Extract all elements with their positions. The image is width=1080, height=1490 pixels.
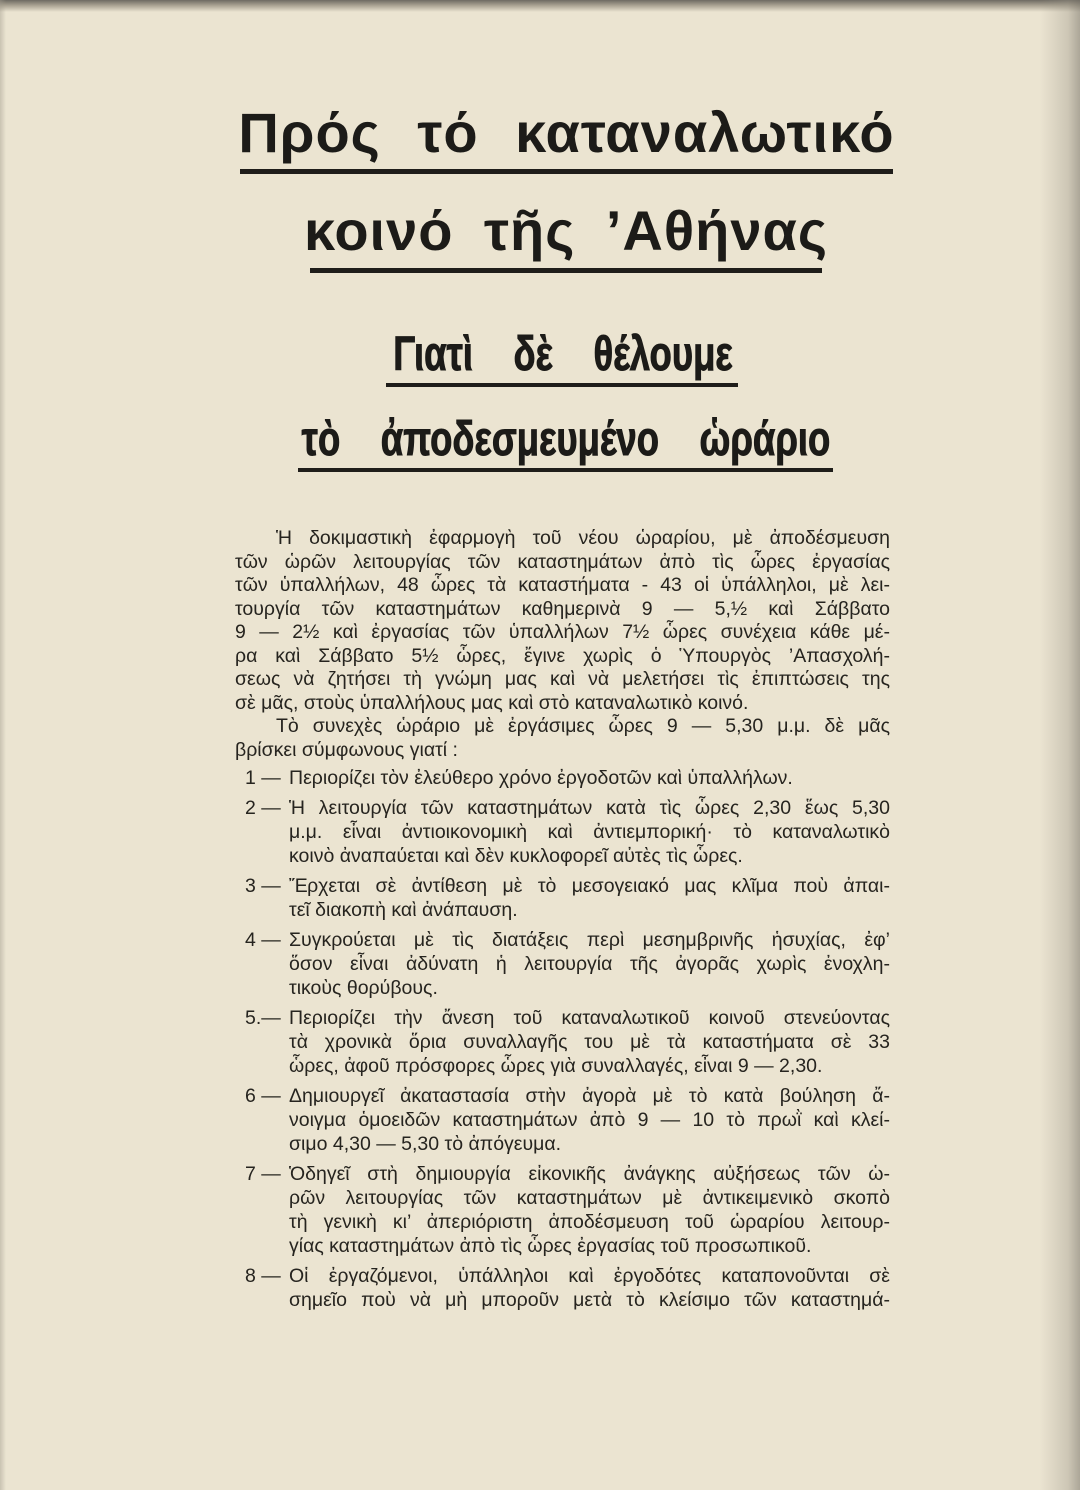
page-title (240, 101, 893, 165)
text-line: σὲ μᾶς, στοὺς ὑπαλλήλους μας καὶ στὸ καταναλωτικὸ κοινό. (235, 691, 749, 714)
text-line: τῶν ὑπαλλήλων, 48 ὧρες τὰ καταστήματα - 43 οἱ ὑπάλληλοι, μὲ λει- (235, 574, 890, 596)
text-line: τῶν ὡρῶν λειτουργίας τῶν καταστημάτων ἀπὸ τὶς ὧρες ἐργασίας (235, 550, 890, 573)
reason-text-line: ὅσον εἶναι ἀδύνατη ἡ λειτουργία τῆς ἀγορᾶς χωρὶς ἐνοχλη- (289, 953, 890, 975)
text-line: ρα καὶ Σάββατο 5½ ὧρες, ἔγινε χωρὶς ὁ Ὑπουργὸς ’Απασχολή- (235, 644, 890, 667)
reason-item (235, 928, 890, 1000)
reason-number: 6 — (245, 1085, 281, 1107)
text-line: Ἡ δοκιμαστικὴ ἐφαρμογὴ τοῦ νέου ὡραρίου, μὲ ἀποδέσμευση (276, 527, 890, 549)
page-title-2 (303, 199, 829, 263)
reason-text-line: τὴ γενικὴ κι’ ἀπεριόριστη ἀποδέσμευση τοῦ ὡραρίου λειτουρ- (289, 1211, 890, 1233)
reason-item (235, 1006, 890, 1078)
reason-text-line: τὰ χρονικὰ ὅρια συναλλαγῆς του μὲ τὰ καταστήματα σὲ 33 (289, 1031, 890, 1053)
text-line: Τὸ συνεχὲς ὡράριο μὲ ἐργάσιμες ὧρες 9 — 5,30 μ.μ. δὲ μᾶς (276, 715, 890, 737)
reason-item (235, 1084, 890, 1156)
text-line: 9 — 2½ καὶ ἐργασίας τῶν ὑπαλλήλων 7½ ὧρες συνέχεια κάθε μέ- (235, 621, 890, 643)
reason-number: 1 — (245, 767, 281, 789)
reason-text-line: κοινὸ ἀναπαύεται καὶ δὲν κυκλοφορεῖ αὐτὲς τὶς ὧρες. (289, 845, 743, 867)
page-title-line-1: Πρός τό καταναλωτικό (238, 101, 895, 164)
reason-text-line: τικοὺς θορύβους. (289, 977, 438, 999)
reason-text-line: μ.μ. εἶναι ἀντιοικονομικὴ καὶ ἀντιεμπορική· τὸ καταναλωτικὸ (289, 821, 890, 843)
subtitle-line-1: Γιατὶ δὲ θέλουμε (392, 328, 733, 381)
subtitle-rule-2 (298, 468, 833, 472)
reason-number: 8 — (245, 1265, 281, 1287)
reason-number: 2 — (245, 797, 281, 819)
title-rule-1 (240, 169, 893, 174)
reason-text-line: Δημιουργεῖ ἀκαταστασία στὴν ἀγορὰ μὲ τὸ κατὰ βούληση ἄ- (289, 1085, 890, 1107)
reason-number: 5.— (245, 1007, 281, 1029)
reason-item (235, 1162, 890, 1258)
subtitle-2 (298, 412, 833, 476)
reason-text-line: ὧρες, ἀφοῦ πρόσφορες ὧρες γιὰ συναλλαγές, εἶναι 9 — 2,30. (289, 1055, 823, 1077)
text-line: τουργία τῶν καταστημάτων καθημερινὰ 9 — 5,½ καὶ Σάββατο (235, 597, 890, 620)
reason-item (235, 796, 890, 868)
reason-text-line: σιμο 4,30 — 5,30 τὸ ἀπόγευμα. (289, 1133, 562, 1155)
reasons-list (235, 766, 890, 1312)
reason-item (235, 1264, 890, 1312)
reason-text-line: Ἔρχεται σὲ ἀντίθεση μὲ τὸ μεσογειακό μας κλῖμα ποὺ ἀπαι- (289, 875, 890, 897)
lead-in-paragraph (235, 715, 890, 762)
subtitle-line-2: τὸ ἀποδεσμευμένο ὡράριο (301, 413, 830, 466)
text-line: βρίσκει σύμφωνους γιατί : (235, 738, 458, 761)
reason-text-line: γίας καταστημάτων ἀπὸ τὶς ὧρες ἐργασίας τοῦ προσωπικοῦ. (289, 1235, 812, 1257)
reason-text-line: νοιγμα ὁμοειδῶν καταστημάτων ἀπὸ 9 — 10 τὸ πρωῒ καὶ κλεί- (289, 1109, 890, 1131)
reason-text-line: σημεῖο ποὺ νὰ μὴ μποροῦν μετὰ τὸ κλείσιμο τῶν καταστημά- (289, 1289, 890, 1311)
reason-text-line: Περιορίζει τὸν ἐλεύθερο χρόνο ἐργοδοτῶν καὶ ὑπαλλήλων. (289, 767, 793, 789)
intro-paragraph (235, 527, 890, 715)
scan-edge-top (0, 0, 1080, 12)
title-rule-2 (310, 268, 822, 273)
reason-text-line: Ὁδηγεῖ στὴ δημιουργία εἰκονικῆς ἀνάγκης αὐξήσεως τῶν ὡ- (289, 1163, 890, 1185)
reason-text-line: τεῖ διακοπὴ καὶ ἀνάπαυση. (289, 899, 518, 921)
text-line: σεως νὰ ζητήσει τὴ γνώμη μας καὶ νὰ μελετήσει τὶς ἐπιπτώσεις της (235, 668, 890, 690)
reason-item (235, 874, 890, 922)
reason-item (235, 766, 890, 790)
reason-number: 7 — (245, 1163, 281, 1185)
reason-text-line: ρῶν λειτουργίας τῶν καταστημάτων μὲ ἀντικειμενικὸ σκοπὸ (289, 1187, 890, 1209)
subtitle (385, 327, 740, 391)
reason-text-line: Ἡ λειτουργία τῶν καταστημάτων κατὰ τὶς ὧρες 2,30 ἕως 5,30 (289, 797, 890, 819)
page-title-line-2: κοινό τῆς ’Αθήνας (303, 199, 829, 262)
reason-text-line: Οἱ ἐργαζόμενοι, ὑπάλληλοι καὶ ἐργοδότες καταπονοῦνται σὲ (289, 1265, 890, 1287)
scan-edge-left (0, 0, 6, 1490)
reason-text-line: Περιορίζει τὴν ἄνεση τοῦ καταναλωτικοῦ κοινοῦ στενεύοντας (289, 1007, 890, 1029)
reason-text-line: Συγκρούεται μὲ τὶς διατάξεις περὶ μεσημβρινῆς ἡσυχίας, ἐφ’ (289, 929, 890, 951)
reason-number: 3 — (245, 875, 281, 897)
body-text (235, 527, 890, 1318)
scan-edge-right (1040, 0, 1080, 1490)
subtitle-rule-1 (386, 383, 738, 387)
reason-number: 4 — (245, 929, 281, 951)
